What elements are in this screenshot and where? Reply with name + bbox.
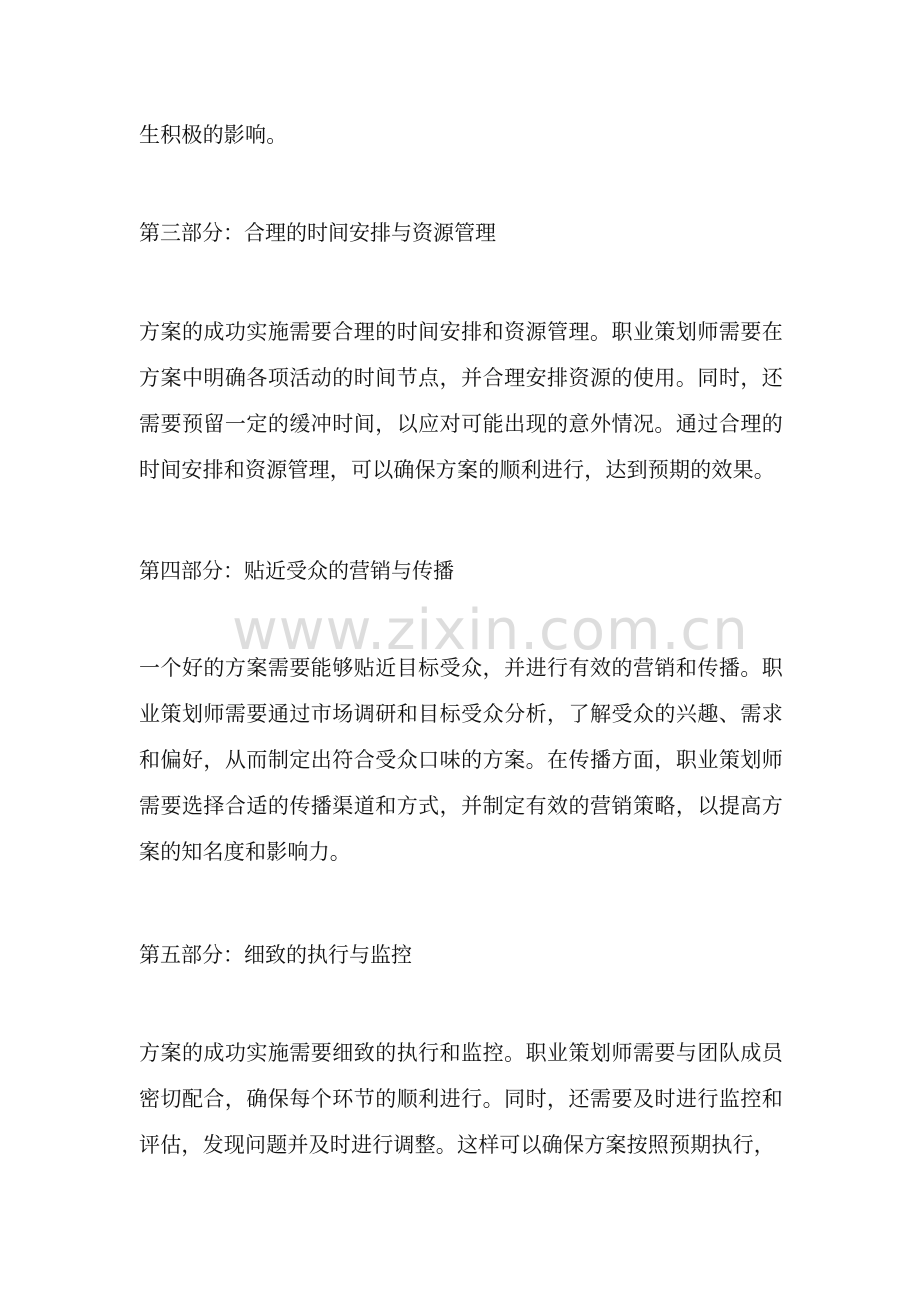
paragraph-fragment: 生积极的影响。 <box>139 123 288 147</box>
section-heading-4: 第四部分：贴近受众的营销与传播 <box>139 559 454 583</box>
section-heading-5: 第五部分：细致的执行与监控 <box>139 943 412 967</box>
watermark: www.zixin.com.cn <box>232 598 749 663</box>
section-body-4: 一个好的方案需要能够贴近目标受众，并进行有效的营销和传播。职业策划师需要通过市场调研和目标受众分析，了解受众的兴趣、需求和偏好，从而制定出符合受众口味的方案。在传播方面，职业策划师需要选择合适的传播渠道和方式，并制定有效的营销策略，以提高方案的知名度和影响力。 <box>139 656 783 864</box>
section-body-3: 方案的成功实施需要合理的时间安排和资源管理。职业策划师需要在方案中明确各项活动的时间节点，并合理安排资源的使用。同时，还需要预留一定的缓冲时间，以应对可能出现的意外情况。通过合理的时间安排和资源管理，可以确保方案的顺利进行，达到预期的效果。 <box>139 320 783 482</box>
section-body-5: 方案的成功实施需要细致的执行和监控。职业策划师需要与团队成员密切配合，确保每个环节的顺利进行。同时，还需要及时进行监控和评估，发现问题并及时进行调整。这样可以确保方案按照预期执行， <box>139 1041 783 1157</box>
section-heading-3: 第三部分：合理的时间安排与资源管理 <box>139 221 496 245</box>
